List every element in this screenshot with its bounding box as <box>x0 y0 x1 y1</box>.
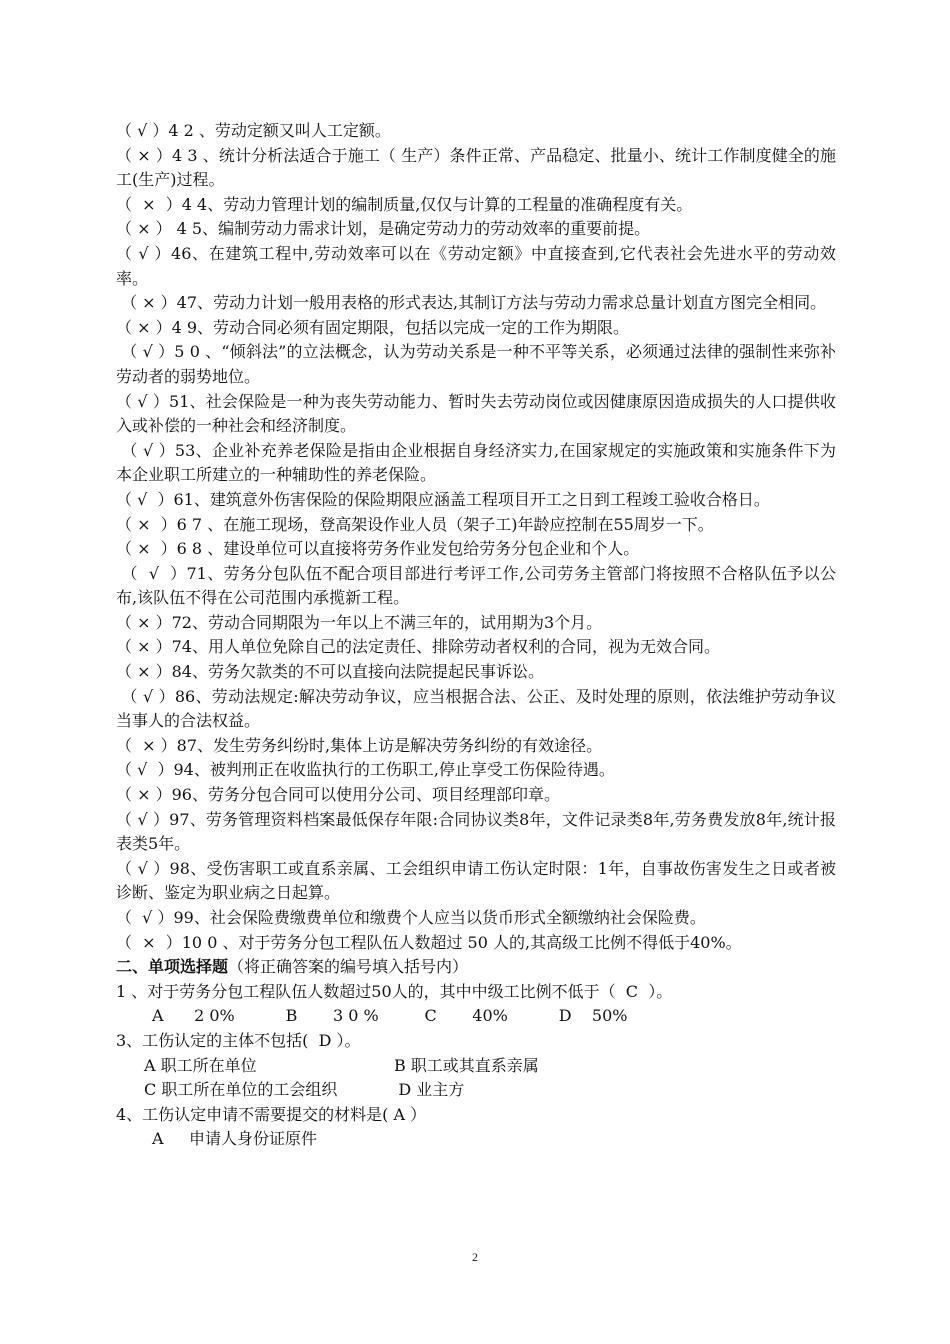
true-false-item: （ × ）47、劳动力计划一般用表格的形式表达,其制订方法与劳动力需求总量计划直方图完全相同。 <box>116 293 827 313</box>
question-1-options: A 2 0% B 3 0 % C 40% D 50% <box>152 1006 628 1026</box>
true-false-item: （ √ ）98、受伤害职工或直系亲属、工会组织申请工伤认定时限：1年，自事故伤害发生之日或者被诊断、鉴定为职业病之日起算。 <box>116 858 836 903</box>
true-false-item: （ √ ）51、社会保险是一种为丧失劳动能力、暂时失去劳动岗位或因健康原因造成损失的人口提供收入或补偿的一种社会和经济制度。 <box>116 391 836 436</box>
section-title: 二、单项选择题 <box>116 957 229 977</box>
true-false-item: （ √ ）4 2 、劳动定额又叫人工定额。 <box>116 121 391 140</box>
true-false-item: （ × ）6 8 、建设单位可以直接将劳务作业发包给劳务分包企业和个人。 <box>116 539 640 559</box>
true-false-item: （ √ ）94、被判刑正在收监执行的工伤职工,停止享受工伤保险待遇。 <box>116 760 615 780</box>
true-false-item: （ × ）84、劳务欠款类的不可以直接向法院提起民事诉讼。 <box>116 662 544 682</box>
question-3-options-cd: C 职工所在单位的工会组织 D 业主方 <box>144 1080 465 1100</box>
true-false-item: （ √ ）46、在建筑工程中,劳动效率可以在《劳动定额》中直接查到,它代表社会先进水平的劳动效率。 <box>116 243 836 288</box>
true-false-item: （ × ）4 9、劳动合同必须有固定期限，包括以完成一定的工作为期限。 <box>116 317 630 337</box>
true-false-item: （ × ）10 0 、对于劳务分包工程队伍人数超过 50 人的,其高级工比例不得低于40%。 <box>116 932 742 952</box>
page-content <box>116 119 836 1152</box>
true-false-item: （ √ ）71、劳务分包队伍不配合项目部进行考评工作,公司劳务主管部门将按照不合格队伍予以公布,该队伍不得在公司范围内承揽新工程。 <box>116 563 836 608</box>
question-3: 3、工伤认定的主体不包括( D ）。 <box>116 1030 361 1050</box>
question-1: 1 、对于劳务分包工程队伍人数超过50人的，其中中级工比例不低于（ C ）。 <box>116 981 673 1001</box>
question-4: 4、工伤认定申请不需要提交的材料是( A ） <box>116 1104 427 1124</box>
section-heading <box>116 955 836 980</box>
true-false-item: （ × ）4 3 、统计分析法适合于施工（ 生产）条件正常、产品稳定、批量小、统计工作制度健全的施工(生产)过程。 <box>116 145 836 190</box>
true-false-item: （ √ ）5 0 、“倾斜法”的立法概念，认为劳动关系是一种不平等关系，必须通过法律的强制性来弥补劳动者的弱势地位。 <box>116 342 836 386</box>
question-3-options-ab: A 职工所在单位 B 职工或其直系亲属 <box>144 1055 539 1075</box>
true-false-item: （ √ ）86、劳动法规定:解决劳动争议，应当根据合法、公正、及时处理的原则，依法维护劳动争议当事人的合法权益。 <box>116 686 836 731</box>
true-false-item: （ √ ）53、企业补充养老保险是指由企业根据自身经济实力,在国家规定的实施政策和实施条件下为本企业职工所建立的一种辅助性的养老保险。 <box>116 440 836 485</box>
section-note: （将正确答案的编号填入括号内） <box>228 957 469 977</box>
true-false-item: （ × ）6 7 、在施工现场，登高架设作业人员（架子工)年龄应控制在55周岁一下。 <box>116 514 714 534</box>
true-false-item: （ × ）96、劳务分包合同可以使用分公司、项目经理部印章。 <box>116 785 560 805</box>
true-false-item: （ × ）72、劳动合同期限为一年以上不满三年的，试用期为3个月。 <box>116 612 603 632</box>
page-number: 2 <box>472 1250 478 1264</box>
true-false-item: （ × ）4 4、劳动力管理计划的编制质量,仅仅与计算的工程量的准确程度有关。 <box>116 194 693 214</box>
true-false-item: （ √ ）99、社会保险费缴费单位和缴费个人应当以货币形式全额缴纳社会保险费。 <box>116 908 706 927</box>
true-false-item: （ √ ）61、建筑意外伤害保险的保险期限应涵盖工程项目开工之日到工程竣工验收合格日。 <box>116 489 770 509</box>
true-false-item: （ √ ）97、劳务管理资料档案最低保存年限:合同协议类8年，文件记录类8年,劳务费发放8年,统计报表类5年。 <box>116 809 836 854</box>
true-false-item: （ × ） 4 5、编制劳动力需求计划，是确定劳动力的劳动效率的重要前提。 <box>116 219 651 239</box>
true-false-item: （ × ）74、用人单位免除自己的法定责任、排除劳动者权利的合同，视为无效合同。 <box>116 637 720 657</box>
true-false-item: （ × ）87、发生劳务纠纷时,集体上访是解决劳务纠纷的有效途径。 <box>116 735 603 755</box>
question-4-option-a: A 申请人身份证原件 <box>152 1129 317 1149</box>
